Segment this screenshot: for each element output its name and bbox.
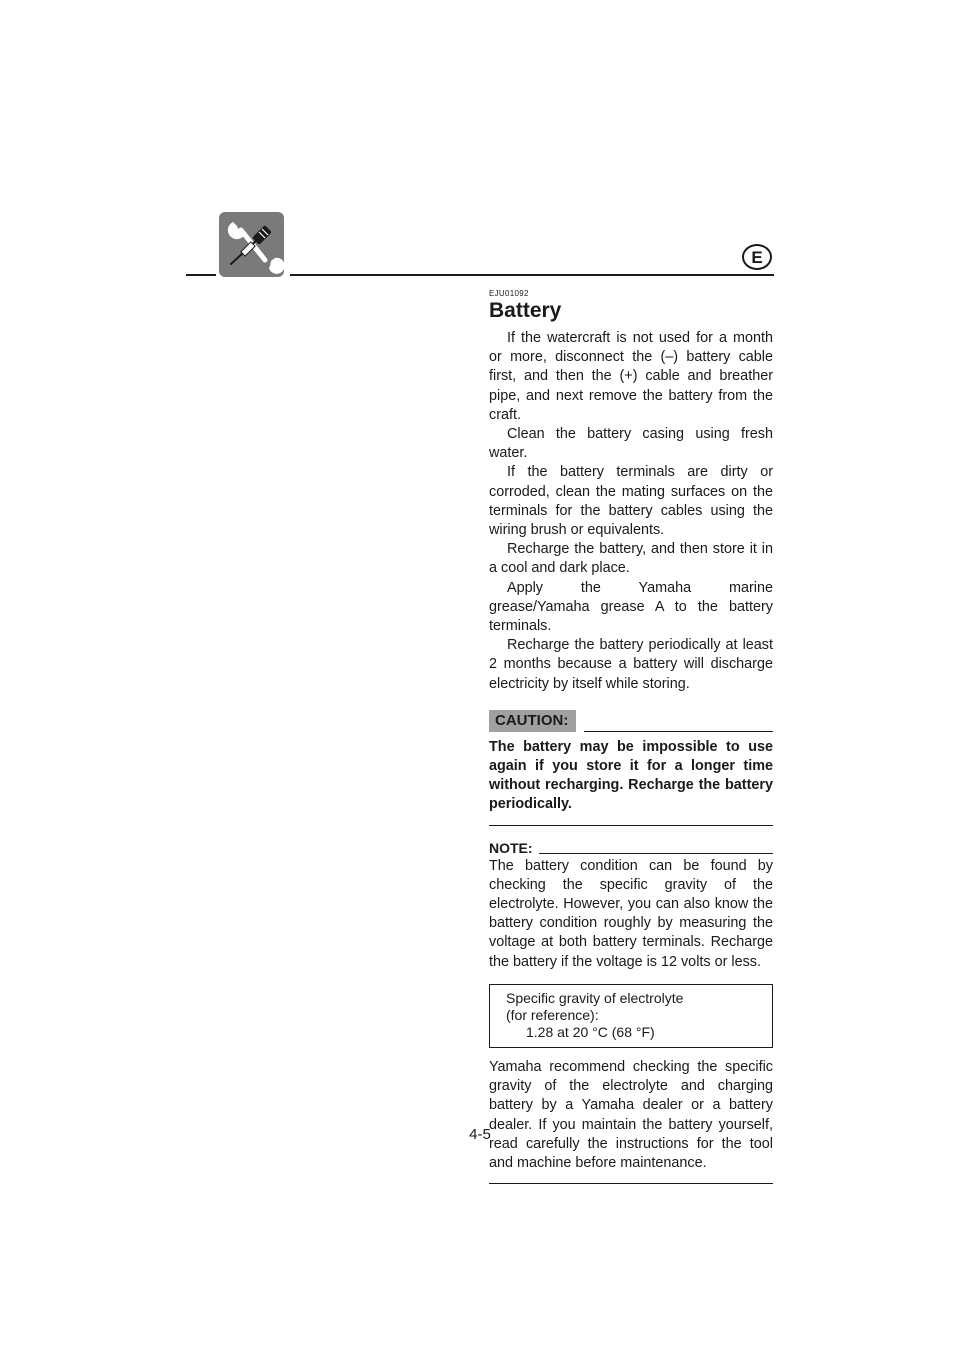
caution-end-rule — [489, 825, 773, 826]
content-column — [489, 289, 773, 1184]
language-label: E — [751, 247, 763, 267]
paragraph: Recharge the battery periodically at least 2 months because a battery will discharge electricity by itself while storing. — [489, 637, 773, 692]
language-badge — [742, 244, 772, 270]
spec-box — [489, 984, 773, 1048]
spec-label-reference: (for reference): — [506, 1006, 599, 1023]
paragraph: If the battery terminals are dirty or corroded, clean the mating surfaces on the terminals for the battery cables using the wiring brush or equivalents. — [489, 464, 773, 539]
note-label: NOTE: — [489, 839, 533, 856]
caution-header — [489, 708, 773, 732]
paragraph: Apply the Yamaha marine grease/Yamaha grease A to the battery terminals. — [489, 579, 773, 635]
page-number: 4-5 — [469, 1126, 491, 1143]
section-title: Battery — [489, 299, 562, 322]
caution-label: CAUTION: — [489, 710, 576, 732]
note-header — [489, 840, 773, 856]
section-code: EJU01092 — [489, 289, 529, 298]
header-rule-left — [186, 274, 216, 276]
caution-rule — [584, 731, 773, 732]
paragraph: Clean the battery casing using fresh water. — [489, 426, 773, 462]
paragraph: If the watercraft is not used for a month or more, disconnect the (–) battery cable first, and then the (+) cable and breather pipe, and next remove the battery from the craft. — [489, 330, 773, 423]
paragraph: Recharge the battery, and then store it in a cool and dark place. — [489, 541, 773, 577]
spec-label: Specific gravity of electrolyte — [506, 989, 684, 1006]
spec-value: 1.28 at 20 °C (68 °F) — [526, 1023, 655, 1040]
note-text-secondary: Yamaha recommend checking the specific gravity of the electrolyte and charging battery by a Yamaha dealer or a battery dealer. If you maintain the battery yourself, read carefully the instructions for the tool and machine before maintenance. — [489, 1058, 773, 1171]
caution-text: The battery may be impossible to use again if you store it for a longer time without recharging. Recharge the battery periodically. — [489, 738, 773, 813]
header-rule-right — [290, 274, 774, 276]
note-rule — [539, 853, 773, 854]
note-end-rule — [489, 1183, 773, 1184]
tools-icon — [219, 212, 284, 277]
note-text: The battery condition can be found by checking the specific gravity of the electrolyte. However, you can also know the battery condition roughly by measuring the voltage at both battery terminals. Recharge the battery if the voltage is 12 volts or less. — [489, 857, 773, 970]
